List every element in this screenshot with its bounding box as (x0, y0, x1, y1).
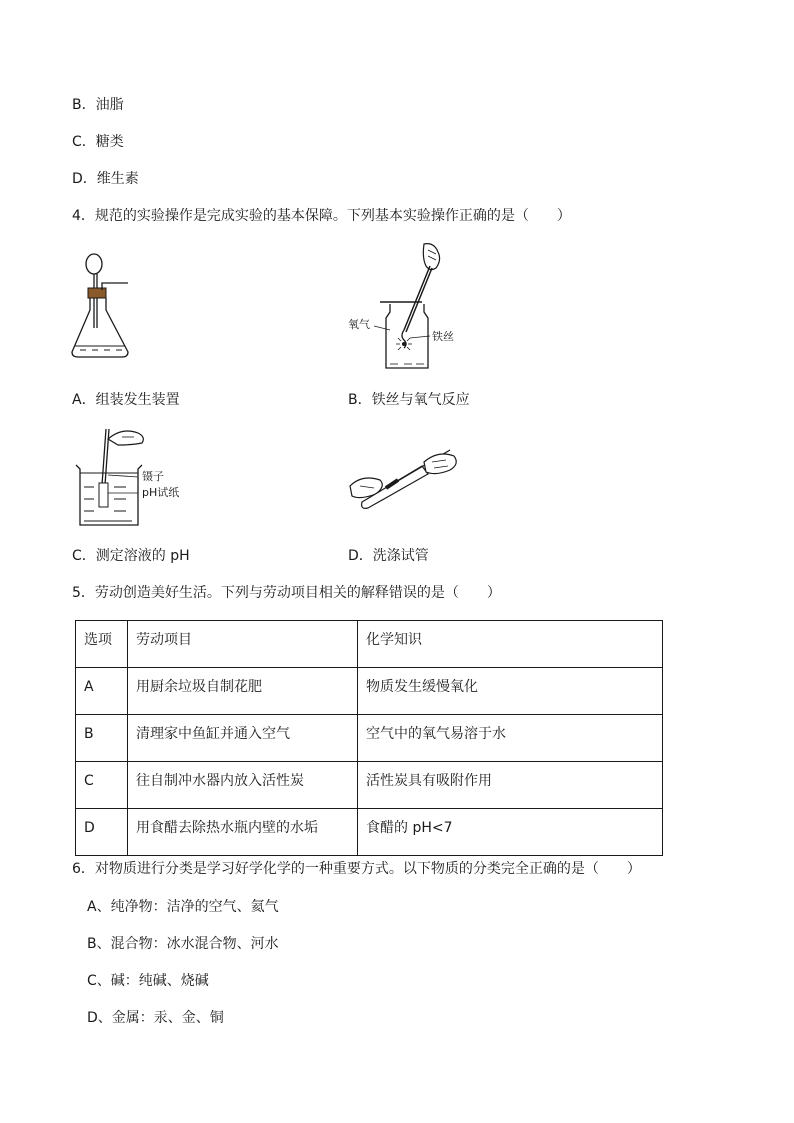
q3-option-c: C．糖类 (72, 134, 124, 150)
q6-option-a: A、纯净物：洁净的空气、氦气 (87, 899, 279, 915)
row-project: 清理家中鱼缸并通入空气 (128, 715, 358, 762)
table-header-row (76, 621, 663, 668)
header-labor-project: 劳动项目 (128, 621, 358, 668)
table-row (76, 668, 663, 715)
label-oxygen: 氧气 (348, 318, 370, 331)
figure-wash-test-tube (346, 442, 466, 512)
q4-option-d: D．洗涤试管 (348, 548, 429, 564)
label-ph-paper: pH试纸 (142, 486, 180, 499)
row-option: A (76, 668, 128, 715)
q6-option-b: B、混合物：冰水混合物、河水 (87, 936, 279, 952)
label-iron-wire: 铁丝 (432, 330, 454, 343)
q4-stem: 4．规范的实验操作是完成实验的基本保障。下列基本实验操作正确的是（ ） (72, 208, 571, 224)
row-option: B (76, 715, 128, 762)
row-option: D (76, 809, 128, 856)
q5-stem: 5．劳动创造美好生活。下列与劳动项目相关的解释错误的是（ ） (72, 585, 501, 601)
figure-ph-test (72, 425, 222, 529)
row-project: 往自制冲水器内放入活性炭 (128, 762, 358, 809)
q4-option-a: A．组装发生装置 (72, 392, 180, 408)
q3-option-b: B．油脂 (72, 97, 124, 113)
row-project: 用厨余垃圾自制花肥 (128, 668, 358, 715)
row-knowledge: 食醋的 pH<7 (358, 809, 663, 856)
q4-option-c: C．测定溶液的 pH (72, 548, 190, 564)
table-row (76, 715, 663, 762)
q3-option-d: D．维生素 (72, 171, 139, 187)
figure-iron-wire-bottle (346, 240, 466, 370)
row-knowledge: 空气中的氧气易溶于水 (358, 715, 663, 762)
row-project: 用食醋去除热水瓶内壁的水垢 (128, 809, 358, 856)
q6-option-c: C、碱：纯碱、烧碱 (87, 973, 209, 989)
q6-stem: 6．对物质进行分类是学习好学化学的一种重要方式。以下物质的分类完全正确的是（ ） (72, 861, 641, 877)
q6-option-d: D、金属：汞、金、铜 (87, 1010, 224, 1026)
header-chemistry-knowledge: 化学知识 (358, 621, 663, 668)
label-tweezers: 镊子 (142, 470, 164, 483)
figure-flask-apparatus (66, 250, 136, 362)
q4-option-b: B．铁丝与氧气反应 (348, 392, 470, 408)
labor-table (75, 620, 663, 856)
header-option: 选项 (76, 621, 128, 668)
row-knowledge: 物质发生缓慢氧化 (358, 668, 663, 715)
table-row (76, 762, 663, 809)
row-knowledge: 活性炭具有吸附作用 (358, 762, 663, 809)
row-option: C (76, 762, 128, 809)
table-row (76, 809, 663, 856)
